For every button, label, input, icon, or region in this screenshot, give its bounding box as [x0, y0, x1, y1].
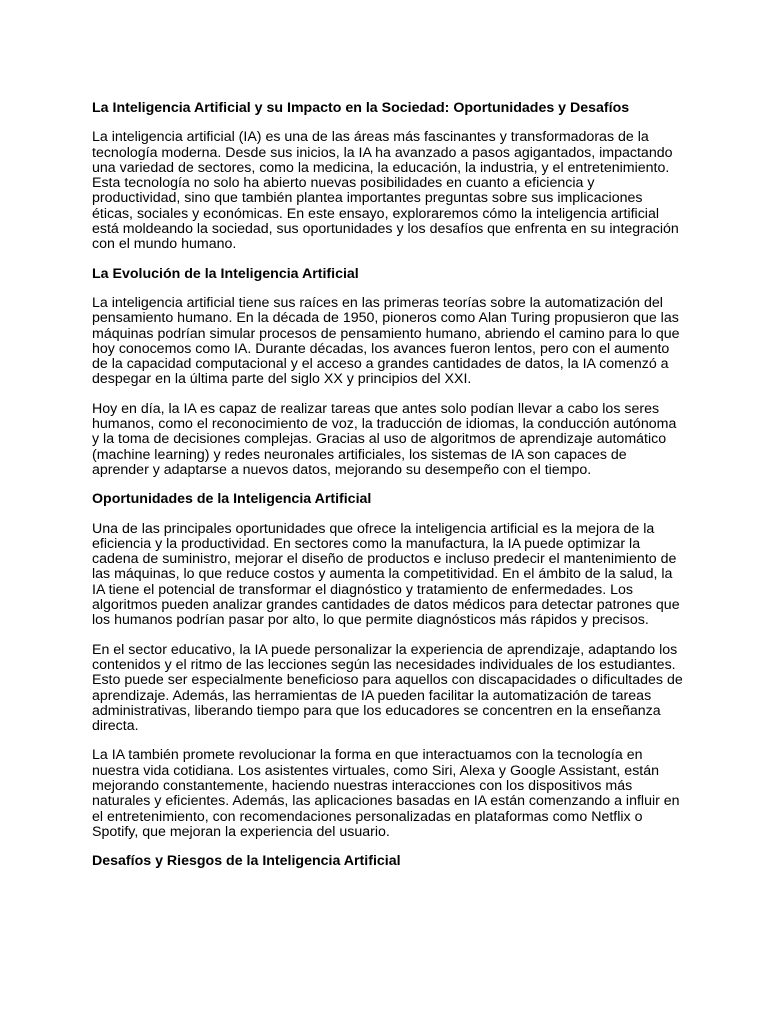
- spacer: [92, 388, 684, 402]
- section-heading-desafios: Desafíos y Riesgos de la Inteligencia Artificial: [92, 853, 401, 870]
- spacer: [92, 508, 684, 522]
- oportunidades-paragraph-2: En el sector educativo, la IA puede personalizar la experiencia de aprendizaje, adaptando los contenidos y el ritmo de las lecciones según las necesidades individuales de los estudiantes. Esto puede ser especialmente beneficioso para aquellos con discapacidades o dificultades de aprendizaje. Además, las herramientas de IA pueden facilitar la automatización de tareas administrativas, liberando tiempo para que los educadores se concentren en la enseñanza directa.: [92, 641, 683, 735]
- spacer: [92, 840, 684, 854]
- evolucion-paragraph-1: La inteligencia artificial tiene sus raíces en las primeras teorías sobre la automatización del pensamiento humano. En la década de 1950, pioneros como Alan Turing propusieron que las máquinas podrían simular procesos de pensamiento humano, abriendo el camino para lo que hoy conocemos como IA. Durante décadas, los avances fueron lentos, pero con el aumento de la capacidad computacional y el acceso a grandes cantidades de datos, la IA comenzó a despegar en la última parte del siglo XX y principios del XXI.: [92, 294, 680, 388]
- evolucion-paragraph-2: Hoy en día, la IA es capaz de realizar tareas que antes solo podían llevar a cabo los seres humanos, como el reconocimiento de voz, la traducción de idiomas, la conducción autónoma y la toma de decisiones complejas. Gracias al uso de algoritmos de aprendizaje automático (machine learning) y redes neuronales artificiales, los sistemas de IA son capaces de aprender y adaptarse a nuevos datos, mejorando su desempeño con el tiempo.: [92, 400, 677, 478]
- oportunidades-paragraph-1: Una de las principales oportunidades que ofrece la inteligencia artificial es la mejora de la eficiencia y la productividad. En sectores como la manufactura, la IA puede optimizar la cadena de suministro, mejorar el diseño de productos e incluso predecir el mantenimiento de las máquinas, lo que reduce costos y aumenta la competitividad. En el ámbito de la salud, la IA tiene el potencial de transformar el diagnóstico y tratamiento de enfermedades. Los algoritmos pueden analizar grandes cantidades de datos médicos para detectar patrones que los humanos podrían pasar por alto, lo que permite diagnósticos más rápidos y precisos.: [92, 520, 680, 629]
- oportunidades-paragraph-3: La IA también promete revolucionar la forma en que interactuamos con la tecnología en nuestra vida cotidiana. Los asistentes virtuales, como Siri, Alexa y Google Assistant, están mejorando constantemente, haciendo nuestras interacciones con los dispositivos más naturales y eficientes. Además, las aplicaciones basadas en IA están comenzando a influir en el entretenimiento, con recomendaciones personalizadas en plataformas como Netflix o Spotify, que mejoran la experiencia del usuario.: [92, 747, 680, 840]
- spacer: [92, 734, 684, 748]
- section-heading-evolucion: La Evolución de la Inteligencia Artificial: [92, 265, 359, 282]
- spacer: [92, 253, 684, 267]
- spacer: [92, 116, 684, 130]
- spacer: [92, 282, 684, 296]
- page-title: La Inteligencia Artificial y su Impacto en la Sociedad: Oportunidades y Desafíos: [92, 100, 630, 116]
- document-page: [92, 101, 684, 869]
- section-heading-oportunidades: Oportunidades de la Inteligencia Artificial: [92, 491, 372, 508]
- spacer: [92, 629, 684, 643]
- spacer: [92, 478, 684, 492]
- intro-paragraph: La inteligencia artificial (IA) es una de las áreas más fascinantes y transformadoras de la tecnología moderna. Desde sus inicios, la IA ha avanzado a pasos agigantados, impactando una variedad de sectores, como la medicina, la educación, la industria, y el entretenimiento. Esta tecnología no solo ha abierto nuevas posibilidades en cuanto a eficiencia y productividad, sino que también plantea importantes preguntas sobre sus implicaciones éticas, sociales y económicas. En este ensayo, exploraremos cómo la inteligencia artificial está moldeando la sociedad, sus oportunidades y los desafíos que enfrenta en su integración con el mundo humano.: [92, 129, 679, 253]
